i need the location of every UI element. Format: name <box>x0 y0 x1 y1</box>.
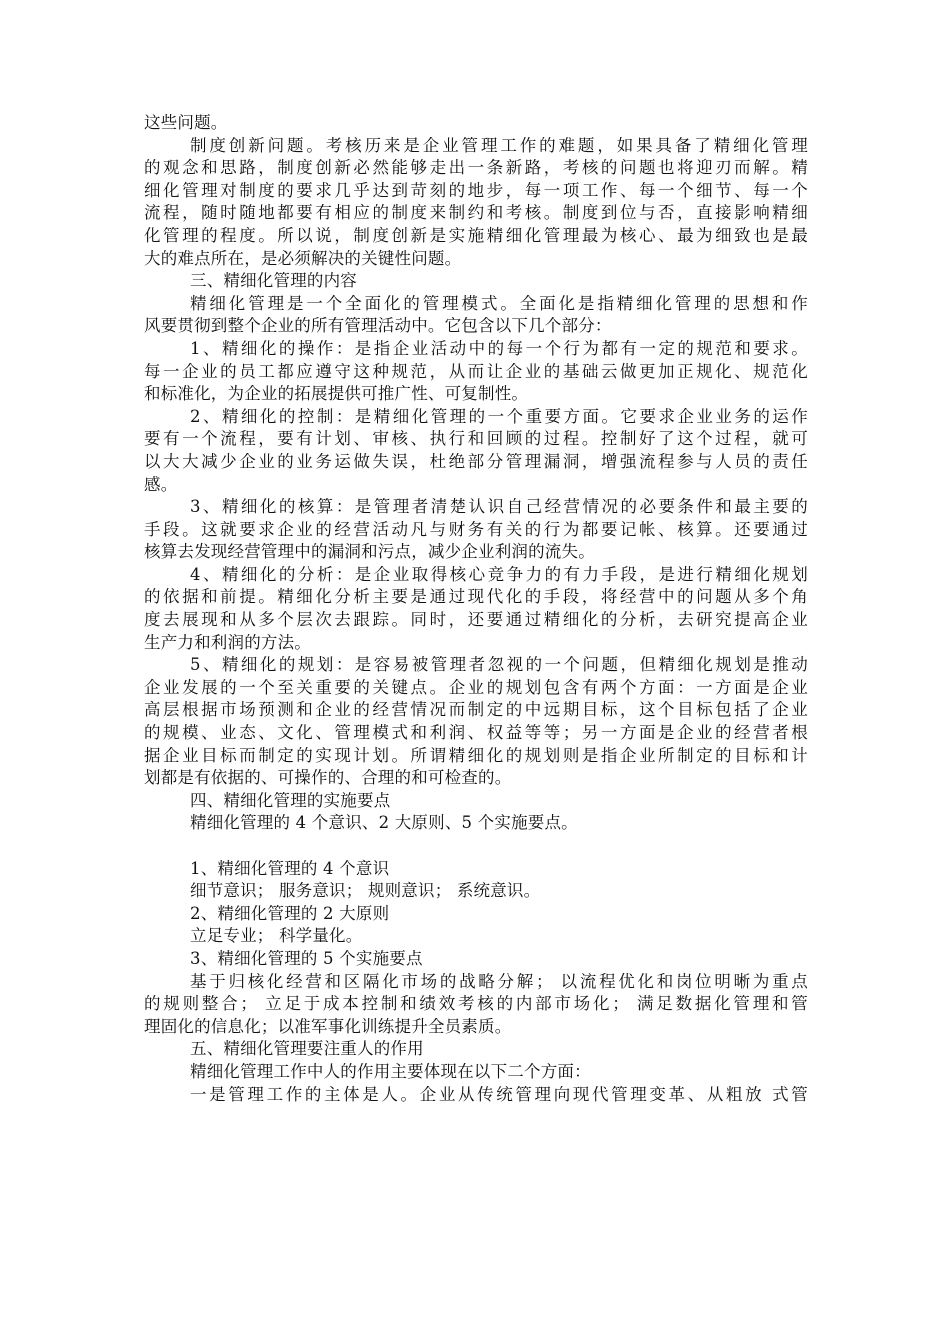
text-line: 4、精细化的分析：是企业取得核心竞争力的有力手段，是进行精细化规划 <box>190 564 808 584</box>
paragraph <box>144 925 808 948</box>
text-line: 大的难点所在，是必须解决的关键性问题。 <box>144 248 462 268</box>
text-line: 据企业目标而制定的实现计划。所谓精细化的规划则是指企业所制定的目标和计 <box>144 745 808 765</box>
text-line: 感。 <box>144 474 178 494</box>
text-line: 细化管理对制度的要求几乎达到苛刻的地步，每一项工作、每一个细节、每一个 <box>144 180 808 200</box>
text-line: 四、精细化管理的实施要点 <box>190 790 391 810</box>
paragraph <box>144 812 808 835</box>
paragraph <box>144 135 808 271</box>
paragraph <box>144 880 808 903</box>
section-heading <box>144 903 808 926</box>
text-line: 3、精细化管理的 5 个实施要点 <box>190 948 423 968</box>
section-heading <box>144 270 808 293</box>
section-heading <box>144 858 808 881</box>
text-line: 手段。这就要求企业的经营活动凡与财务有关的行为都要记帐、核算。还要通过 <box>144 519 808 539</box>
text-line: 5、精细化的规划：是容易被管理者忽视的一个问题，但精细化规划是推动 <box>190 655 808 675</box>
paragraph <box>144 654 808 790</box>
text-line: 的规则整合； 立足于成本控制和绩效考核的内部市场化； 满足数据化管理和管 <box>144 994 808 1014</box>
text-line: 2、精细化管理的 2 大原则 <box>190 903 390 923</box>
text-line: 细节意识； 服务意识； 规则意识； 系统意识。 <box>190 881 541 901</box>
text-line: 的依据和前提。精细化分析主要是通过现代化的手段，将经营中的问题从多个角 <box>144 587 808 607</box>
paragraph <box>144 112 808 135</box>
document-page <box>144 112 808 1106</box>
paragraph <box>144 338 808 406</box>
text-line: 制度创新问题。考核历来是企业管理工作的难题，如果具备了精细化管理 <box>190 135 808 155</box>
text-line: 1、精细化的操作：是指企业活动中的每一个行为都有一定的规范和要求。 <box>190 338 808 358</box>
section-heading <box>144 1038 808 1061</box>
text-line: 风要贯彻到整个企业的所有管理活动中。它包含以下几个部分： <box>144 316 612 336</box>
blank-line <box>144 835 808 858</box>
text-line: 流程，随时随地都要有相应的制度来制约和考核。制度到位与否，直接影响精细 <box>144 203 808 223</box>
text-line: 三、精细化管理的内容 <box>190 271 357 291</box>
paragraph <box>144 564 808 654</box>
text-line: 的规模、业态、文化、管理模式和利润、权益等等；另一方面是企业的经营者根 <box>144 723 808 743</box>
text-line: 要有一个流程，要有计划、审核、执行和回顾的过程。控制好了这个过程，就可 <box>144 429 808 449</box>
text-line: 一是管理工作的主体是人。企业从传统管理向现代管理变革、从粗放 式管 <box>190 1084 808 1104</box>
text-line: 理固化的信息化；以准军事化训练提升全员素质。 <box>144 1016 512 1036</box>
paragraph <box>144 293 808 338</box>
text-line: 精细化管理的 4 个意识、2 大原则、5 个实施要点。 <box>190 813 578 833</box>
text-line: 化管理的程度。所以说，制度创新是实施精细化管理最为核心、最为细致也是最 <box>144 225 808 245</box>
text-line: 的观念和思路，制度创新必然能够走出一条新路，考核的问题也将迎刃而解。精 <box>144 158 808 178</box>
paragraph <box>144 496 808 564</box>
text-line: 精细化管理是一个全面化的管理模式。全面化是指精细化管理的思想和作 <box>190 293 808 313</box>
text-line: 每一企业的员工都应遵守这种规范，从而让企业的基础云做更加正规化、规范化 <box>144 361 808 381</box>
text-line: 3、精细化的核算：是管理者清楚认识自己经营情况的必要条件和最主要的 <box>190 497 808 517</box>
text-line: 和标准化，为企业的拓展提供可推广性、可复制性。 <box>144 384 529 404</box>
text-line: 核算去发现经营管理中的漏洞和污点，减少企业利润的流失。 <box>144 542 595 562</box>
text-line: 立足专业； 科学量化。 <box>190 926 363 946</box>
paragraph <box>144 1084 808 1107</box>
text-line: 度去展现和从多个层次去跟踪。同时，还要通过精细化的分析，去研究提高企业 <box>144 610 808 630</box>
section-heading <box>144 948 808 971</box>
text-line: 高层根据市场预测和企业的经营情况而制定的中远期目标，这个目标包括了企业 <box>144 700 808 720</box>
paragraph <box>144 1061 808 1084</box>
text-line: 精细化管理工作中人的作用主要体现在以下二个方面： <box>190 1061 591 1081</box>
text-line: 生产力和利润的方法。 <box>144 632 311 652</box>
text-line: 五、精细化管理要注重人的作用 <box>190 1039 424 1059</box>
section-heading <box>144 790 808 813</box>
text-line: 企业发展的一个至关重要的关键点。企业的规划包含有两个方面：一方面是企业 <box>144 677 808 697</box>
paragraph <box>144 971 808 1039</box>
text-line: 基于归核化经营和区隔化市场的战略分解； 以流程优化和岗位明晰为重点 <box>190 971 808 991</box>
paragraph <box>144 406 808 496</box>
text-line: 2、精细化的控制：是精细化管理的一个重要方面。它要求企业业务的运作 <box>190 406 808 426</box>
text-line: 1、精细化管理的 4 个意识 <box>190 858 390 878</box>
text-line: 以大大减少企业的业务运做失误，杜绝部分管理漏洞，增强流程参与人员的责任 <box>144 451 808 471</box>
text-line: 这些问题。 <box>144 113 228 132</box>
text-line: 划都是有依据的、可操作的、合理的和可检查的。 <box>144 768 512 788</box>
